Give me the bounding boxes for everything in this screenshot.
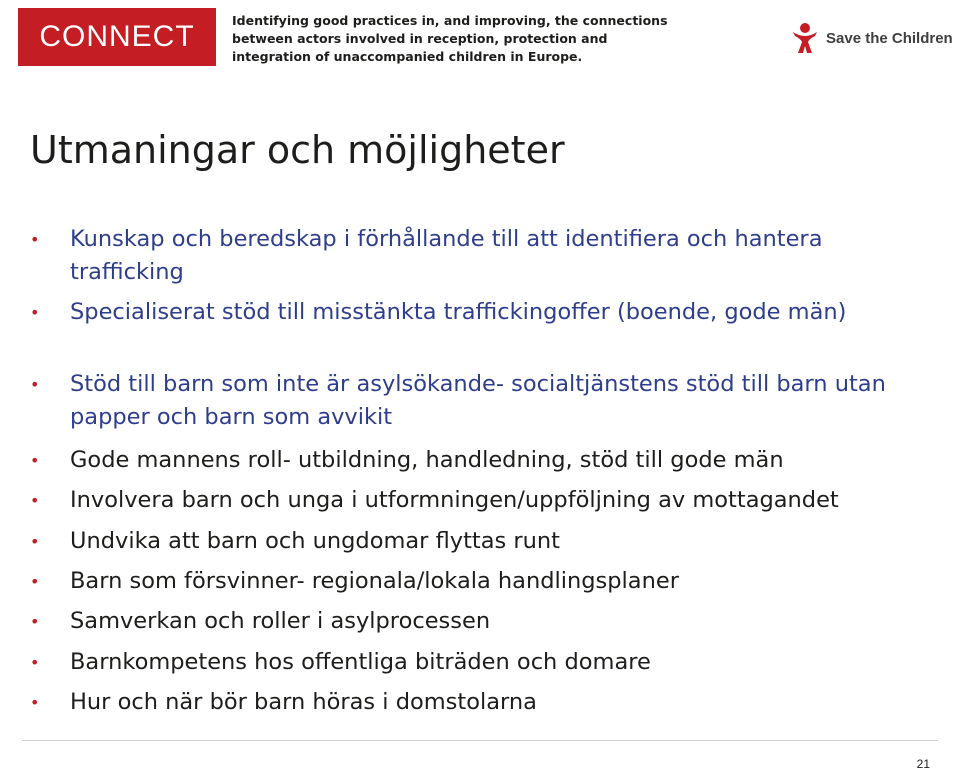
bullet-dot-icon: • xyxy=(30,532,40,551)
bullet-dot-icon: • xyxy=(30,491,40,510)
bullet-dot-icon: • xyxy=(30,693,40,712)
bullet-dot-icon: • xyxy=(30,653,40,672)
bullet-dot-icon: • xyxy=(30,612,40,631)
connect-logo: CONNECT xyxy=(18,8,216,66)
list-item xyxy=(28,565,908,598)
list-item-text: Hur och när bör barn höras i domstolarna xyxy=(70,689,537,715)
bullet-dot-icon: • xyxy=(30,375,40,394)
tagline-line: Identifying good practices in, and improving, the connections xyxy=(232,13,668,28)
tagline-line: between actors involved in reception, protection and xyxy=(232,31,608,46)
partner-name: Save the Children xyxy=(826,29,953,47)
list-item xyxy=(28,223,908,289)
list-item-text: Kunskap och beredskap i förhållande till att identifiera och hantera trafficking xyxy=(70,226,823,285)
list-item xyxy=(28,646,908,679)
list-item xyxy=(28,605,908,638)
bullet-dot-icon: • xyxy=(30,303,40,322)
list-item xyxy=(28,444,908,477)
tagline-line: integration of unaccompanied children in Europe. xyxy=(232,49,583,64)
list-item-text: Stöd till barn som inte är asylsökande- socialtjänstens stöd till barn utan papper och barn som avvikit xyxy=(70,371,886,430)
list-item-text: Barnkompetens hos offentliga biträden och domare xyxy=(70,649,651,675)
list-item xyxy=(28,686,908,719)
list-item-text: Samverkan och roller i asylprocessen xyxy=(70,608,491,634)
list-item-text: Involvera barn och unga i utformningen/uppföljning av mottagandet xyxy=(70,487,839,513)
slide-title: Utmaningar och möjligheter xyxy=(30,128,565,172)
footer-divider xyxy=(22,740,938,741)
list-item xyxy=(28,296,908,329)
list-item-text: Specialiserat stöd till misstänkta traffickingoffer (boende, gode män) xyxy=(70,299,847,325)
list-item-text: Undvika att barn och ungdomar flyttas runt xyxy=(70,528,560,554)
list-item xyxy=(28,525,908,558)
bullet-dot-icon: • xyxy=(30,230,40,249)
bullet-dot-icon: • xyxy=(30,451,40,470)
list-item xyxy=(28,484,908,517)
page-number: 21 xyxy=(916,757,930,771)
bullet-dot-icon: • xyxy=(30,572,40,591)
list-item-text: Barn som försvinner- regionala/lokala handlingsplaner xyxy=(70,568,679,594)
list-item xyxy=(28,368,908,434)
list-item-text: Gode mannens roll- utbildning, handledning, stöd till gode män xyxy=(70,447,784,473)
